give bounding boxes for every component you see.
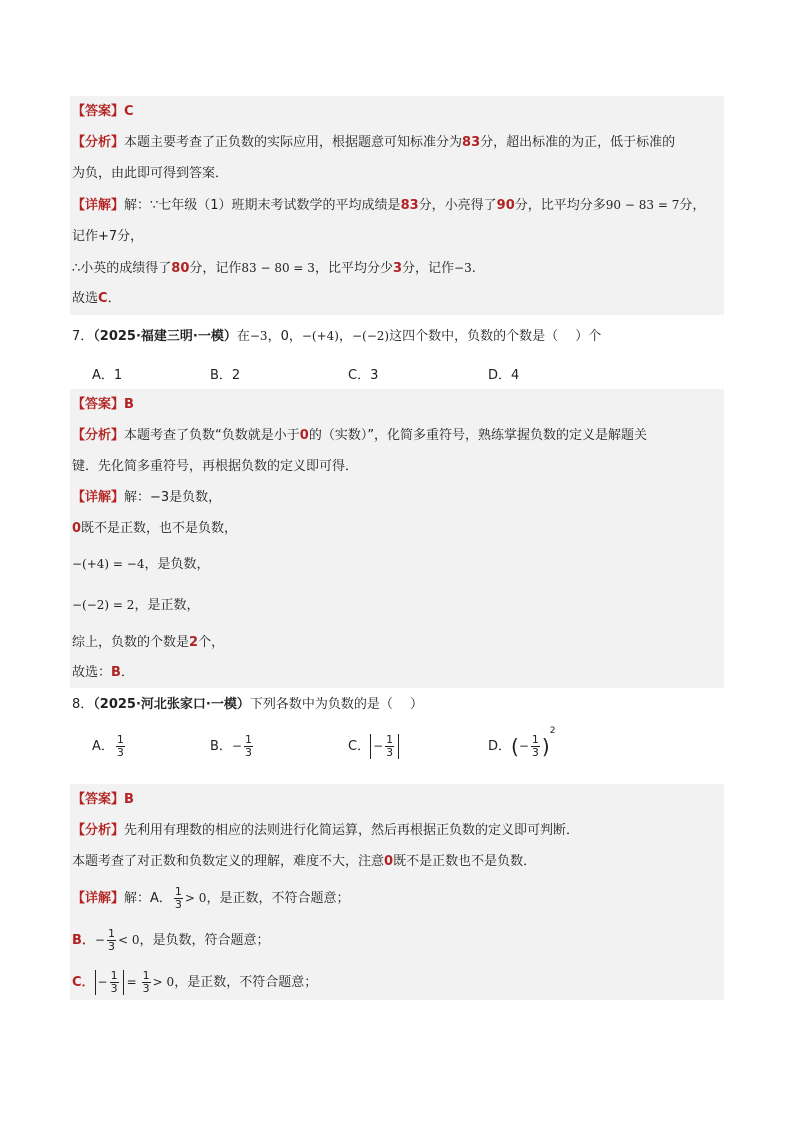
detail-tag: 【详解】 (72, 490, 125, 505)
detail-line-2 (72, 928, 270, 953)
detail-text: ，是负数， (144, 557, 210, 572)
fraction (174, 886, 183, 911)
fraction-denominator: 3 (386, 746, 394, 759)
math-expression: −(−2) (352, 329, 390, 343)
math-expression: −3 (454, 261, 472, 275)
analysis-line-2 (72, 458, 358, 476)
option-a[interactable] (92, 734, 127, 759)
math-expression: −(+4) = −4 (72, 557, 145, 571)
detail-text: 分， (679, 198, 706, 213)
analysis-tag: 【分析】 (72, 823, 125, 838)
option-d[interactable]: D．4 (488, 368, 520, 383)
option-letter: B． (72, 933, 95, 948)
fraction-numerator: 1 (531, 733, 539, 746)
detail-text: 记作+7分， (72, 229, 144, 244)
analysis-text: 先利用有理数的相应的法则进行化简运算，然后再根据正负数的定义即可判断． (124, 823, 580, 838)
option-b[interactable]: B．2 (210, 368, 241, 383)
question-number: 8． (72, 697, 94, 712)
detail-text: ，是正数，不符合题意； (206, 891, 350, 906)
fraction-numerator: 1 (116, 733, 124, 746)
fraction-numerator: 1 (244, 733, 252, 746)
highlight-number: 0 (299, 428, 309, 443)
question-text: 下列各数中为负数的是（ ） (249, 697, 423, 712)
detail-text: 分，记作 (189, 261, 242, 276)
detail-line-3 (72, 555, 210, 574)
answer-value: B (124, 792, 134, 807)
detail-text: 分，比平均分多 (514, 198, 606, 213)
conclusion-line (72, 290, 121, 308)
fraction-denominator: 3 (142, 982, 150, 995)
fraction-numerator: 1 (174, 885, 182, 898)
minus-sign: − (373, 739, 384, 753)
fraction (531, 734, 540, 759)
analysis-tag: 【分析】 (72, 135, 125, 150)
paren-left: ( (511, 734, 519, 759)
fraction-denominator: 3 (174, 898, 182, 911)
option-d[interactable] (488, 726, 556, 759)
absolute-value (370, 734, 399, 759)
answer-tag: 【答案】 (72, 104, 125, 119)
detail-text: 个， (198, 635, 225, 650)
fraction-numerator: 1 (107, 927, 115, 940)
question-source: （2025·福建三明·一模） (93, 329, 237, 344)
question-7 (72, 327, 601, 346)
fraction (107, 928, 116, 953)
detail-text: ，是负数，符合题意； (139, 933, 270, 948)
absolute-value (95, 970, 124, 995)
highlight-number: 0 (72, 521, 82, 536)
detail-text: 解：−3是负数， (124, 490, 222, 505)
option-c[interactable]: C．3 (348, 368, 379, 383)
highlight-number: 90 (496, 198, 515, 213)
analysis-line-2 (72, 853, 536, 871)
detail-tag: 【详解】 (72, 198, 125, 213)
highlight-letter: C (98, 291, 108, 306)
analysis-text: 既不是正数也不是负数． (393, 854, 537, 869)
detail-line-1 (72, 886, 349, 911)
analysis-text: 本题考查了对正数和负数定义的理解，难度不大，注意 (72, 854, 385, 869)
detail-text: ，是正数，不符合题意； (174, 975, 318, 990)
option-label: C． (348, 739, 371, 754)
highlight-number: 3 (392, 261, 402, 276)
answer-value: B (124, 397, 134, 412)
analysis-text: 本题主要考查了正负数的实际应用，根据题意可知标准分为 (124, 135, 463, 150)
analysis-line-2 (72, 165, 228, 183)
conclusion-text: ． (107, 291, 121, 306)
minus-sign: − (97, 975, 108, 989)
detail-text: 解：A． (124, 891, 172, 906)
option-a[interactable]: A．1 (92, 368, 123, 383)
answer-line (72, 103, 134, 121)
option-letter: C． (72, 975, 95, 990)
detail-line-2 (72, 520, 237, 538)
fraction (244, 734, 253, 759)
option-label: D． (488, 739, 512, 754)
fraction-numerator: 1 (142, 969, 150, 982)
question-text: 0 (280, 329, 289, 344)
detail-line-4 (72, 596, 199, 615)
analysis-line-1 (72, 427, 647, 445)
answer-value: C (124, 104, 134, 119)
conclusion-text: ． (120, 665, 134, 680)
analysis-text: 键．先化简多重符号，再根据负数的定义即可得． (72, 459, 359, 474)
math-expression: 90 − 83 = 7 (605, 198, 680, 212)
math-expression: > 0 (184, 891, 207, 905)
fraction (116, 734, 125, 759)
detail-text: 分，记作 (402, 261, 455, 276)
analysis-text: 的（实数）”，化简多重符号，熟练掌握负数的定义是解题关 (308, 428, 648, 443)
answer-tag: 【答案】 (72, 792, 125, 807)
option-label: A． (92, 739, 114, 754)
detail-line-1 (72, 489, 221, 507)
fraction-denominator: 3 (244, 746, 252, 759)
analysis-text: 为负，由此即可得到答案． (72, 166, 229, 181)
detail-text: . (471, 261, 476, 276)
analysis-line-1 (72, 134, 675, 152)
analysis-tag: 【分析】 (72, 428, 125, 443)
detail-text: 解：∵七年级（1）班期末考试数学的平均成绩是 (124, 198, 401, 213)
minus-sign: − (94, 933, 105, 947)
analysis-text: 本题考查了负数“负数就是小于 (124, 428, 300, 443)
conclusion-text: 故选： (72, 665, 112, 680)
exponent: 2 (549, 726, 556, 736)
answer-line (72, 396, 134, 414)
detail-text: 分，小亮得了 (418, 198, 497, 213)
analysis-text: 分，超出标准的为正，低于标准的 (480, 135, 676, 150)
detail-line-3 (72, 970, 317, 995)
fraction-denominator: 3 (116, 746, 124, 759)
math-expression: 83 − 80 = 3 (241, 261, 315, 275)
fraction (142, 970, 151, 995)
conclusion-text: 故选 (72, 291, 99, 306)
option-c[interactable] (348, 734, 399, 759)
answer-tag: 【答案】 (72, 397, 125, 412)
detail-text: ∴小英的成绩得了 (72, 261, 172, 276)
question-8 (72, 696, 423, 714)
fraction-numerator: 1 (386, 733, 394, 746)
detail-text: ，比平均分少 (314, 261, 393, 276)
detail-text: ，是正数， (134, 598, 200, 613)
detail-line-1 (72, 196, 705, 215)
highlight-number: 83 (462, 135, 481, 150)
detail-line-2 (72, 228, 143, 246)
detail-text: 既不是正数，也不是负数， (81, 521, 238, 536)
detail-text: 综上，负数的个数是 (72, 635, 190, 650)
answer-line (72, 791, 134, 809)
math-expression: < 0 (117, 933, 140, 947)
detail-tag: 【详解】 (72, 891, 125, 906)
highlight-letter: B (111, 665, 121, 680)
option-b[interactable] (210, 734, 255, 759)
math-expression: −3 (249, 329, 268, 343)
fraction (385, 734, 394, 759)
detail-line-5 (72, 634, 224, 652)
fraction-denominator: 3 (107, 940, 115, 953)
minus-sign: − (518, 739, 529, 753)
conclusion-line (72, 664, 134, 682)
minus-sign: − (231, 739, 242, 753)
fraction-numerator: 1 (110, 969, 118, 982)
analysis-line-1 (72, 822, 579, 840)
highlight-number: 80 (171, 261, 190, 276)
fraction-denominator: 3 (531, 746, 539, 759)
math-expression: −(−2) = 2 (72, 598, 135, 612)
fraction (110, 970, 119, 995)
question-number: 7． (72, 329, 94, 344)
question-text: ， (288, 329, 302, 344)
option-label: B． (210, 739, 232, 754)
fraction-denominator: 3 (110, 982, 118, 995)
math-expression: = (126, 975, 137, 989)
paren-right: ) (541, 734, 550, 759)
highlight-number: 83 (400, 198, 419, 213)
math-expression: −(+4) (301, 329, 339, 343)
question-text: 在 (236, 329, 250, 344)
question-text: ， (267, 329, 281, 344)
detail-line-3 (72, 259, 476, 278)
math-expression: > 0 (152, 975, 175, 989)
question-source: （2025·河北张家口·一模） (93, 697, 250, 712)
question-text: 这四个数中，负数的个数是（ ）个 (389, 329, 602, 344)
highlight-number: 2 (189, 635, 199, 650)
highlight-number: 0 (384, 854, 394, 869)
question-text: ， (338, 329, 352, 344)
